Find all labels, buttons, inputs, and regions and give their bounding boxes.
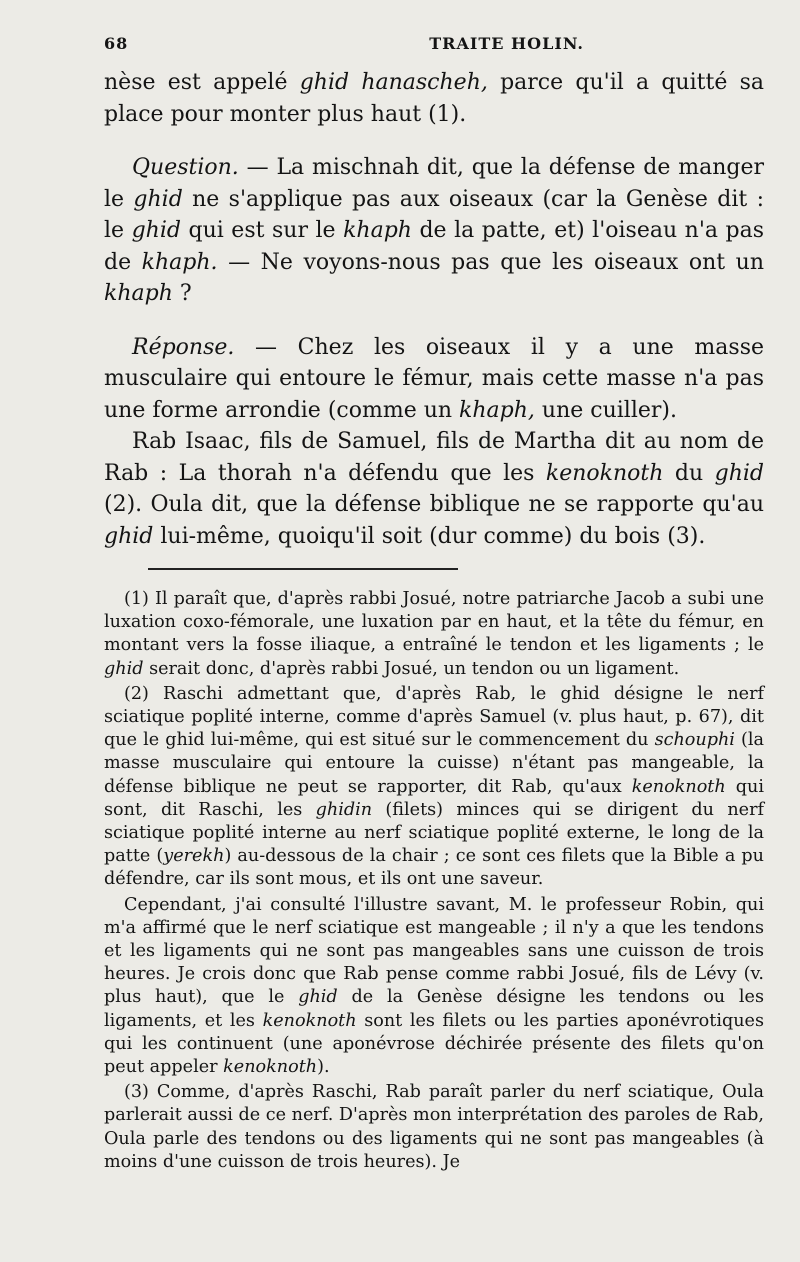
italic-term: ghid (298, 987, 338, 1008)
italic-term: khaph. (141, 249, 218, 275)
italic-term: kenoknoth (262, 1010, 357, 1031)
italic-term: yerekh (163, 846, 225, 867)
italic-term: ghid (714, 460, 764, 486)
text-run: qui est sur le (180, 218, 344, 243)
paragraph-question (104, 152, 764, 310)
paragraph-response (104, 332, 764, 427)
italic-term: ghid hanascheh, (299, 70, 488, 95)
text-run: sont les filets ou les parties aponévrotiques qui les continuent (une aponévrose déchirée présente des filets qu'on peut appeler (104, 1010, 764, 1078)
italic-term: kenoknoth (631, 776, 726, 797)
text-run: ). (317, 1057, 330, 1078)
footnote-3 (104, 1081, 764, 1174)
text-run: Rab Isaac, fils de Samuel, fils de Martha dit au nom de Rab : La thorah n'a défendu que les (104, 429, 764, 486)
italic-term: Réponse. (132, 334, 235, 360)
italic-term: kenoknoth (545, 460, 664, 486)
italic-term: ghid (131, 218, 181, 243)
italic-term: khaph (104, 281, 173, 306)
footnotes (104, 588, 764, 1174)
italic-term: ghidin (315, 799, 373, 820)
text-run: nèse est appelé (104, 70, 300, 95)
italic-term: schouphi (654, 730, 735, 751)
italic-term: Question. (132, 155, 239, 180)
text-run: qui sont, dit Raschi, les (104, 776, 764, 820)
text-run: Cependant, j'ai consulté l'illustre savant, M. le professeur Robin, qui m'a affirmé que le nerf sciatique est mangeable ; il n'y a que les tendons et les ligaments qui ne sont pas mangeables sans une cuisson de trois heures. Je crois donc que Rab pense comme rabbi Josué, fils de Lévy (v. plus haut), que le (104, 894, 764, 1008)
main-text (104, 67, 764, 552)
text-run: une cuiller). (534, 397, 677, 423)
text-run: (la masse musculaire qui entoure la cuisse) n'étant pas mangeable, la défense biblique ne peut se rapporter, dit Rab, qu'aux (104, 730, 764, 797)
text-run: ? (172, 281, 192, 306)
text-run: lui-même, quoiqu'il soit (dur comme) du bois (3). (153, 523, 706, 549)
italic-term: ghid (104, 658, 144, 679)
paragraph-continuation (104, 67, 764, 130)
italic-term: khaph, (459, 397, 535, 423)
text-run: — Chez les oiseaux il y a une masse musculaire qui entoure le fémur, mais cette masse n'a pas une forme arrondie (comme un (104, 334, 764, 423)
text-run: (filets) minces qui se dirigent du nerf sciatique poplité interne au nerf sciatique poplité externe, le long de la patte ( (104, 799, 764, 867)
text-run: (3) Comme, d'après Raschi, Rab paraît parler du nerf sciatique, Oula parlerait aussi de ce nerf. D'après mon interprétation des paroles de Rab, Oula parle des tendons ou des ligaments qui ne sont pas mangeables (à moins d'une cuisson de trois heures). Je (104, 1082, 764, 1172)
footnote-2-continued (104, 894, 764, 1080)
page-number: 68 (104, 34, 129, 53)
page-header (104, 34, 764, 53)
text-run: ) au-dessous de la chair ; ce sont ces filets que la Bible a pu défendre, car ils sont mous, et ils ont une saveur. (104, 846, 764, 890)
italic-term: khaph (343, 218, 412, 243)
text-run: de la patte, et) l'oiseau n'a pas de (104, 218, 765, 275)
text-run: (1) Il paraît que, d'après rabbi Josué, notre patriarche Jacob a subi une luxation coxo-fémorale, une luxation par en haut, et la tête du fémur, en montant vers la fosse iliaque, a entraîné le tendon et les ligaments ; le (104, 589, 764, 656)
paragraph-rab-isaac (104, 426, 764, 552)
italic-term: ghid (104, 523, 154, 549)
running-title: TRAITE HOLIN. (429, 34, 584, 53)
footnote-separator (148, 568, 458, 570)
text-run: (2). Oula dit, que la défense biblique ne se rapporte qu'au (104, 492, 764, 517)
text-run: ne s'applique pas aux oiseaux (car la Genèse dit : le (104, 186, 764, 243)
text-run: parce qu'il a quitté sa place pour monter plus haut (1). (104, 70, 764, 127)
text-run: (2) Raschi admettant que, d'après Rab, le ghid désigne le nerf sciatique poplité interne, comme d'après Samuel (v. plus haut, p. 67), dit que le ghid lui-même, qui est situé sur le commencement du (104, 683, 764, 751)
text-run: du (663, 460, 715, 486)
text-run: — La mischnah dit, que la défense de manger le (104, 155, 764, 212)
text-run: de la Genèse désigne les tendons ou les ligaments, et les (104, 987, 764, 1031)
italic-term: kenoknoth (223, 1057, 318, 1078)
footnote-1 (104, 588, 764, 681)
footnote-2 (104, 683, 764, 892)
italic-term: ghid (133, 186, 183, 212)
text-run: — Ne voyons-nous pas que les oiseaux ont un (217, 249, 764, 275)
text-run: serait donc, d'après rabbi Josué, un tendon ou un ligament. (143, 658, 680, 679)
